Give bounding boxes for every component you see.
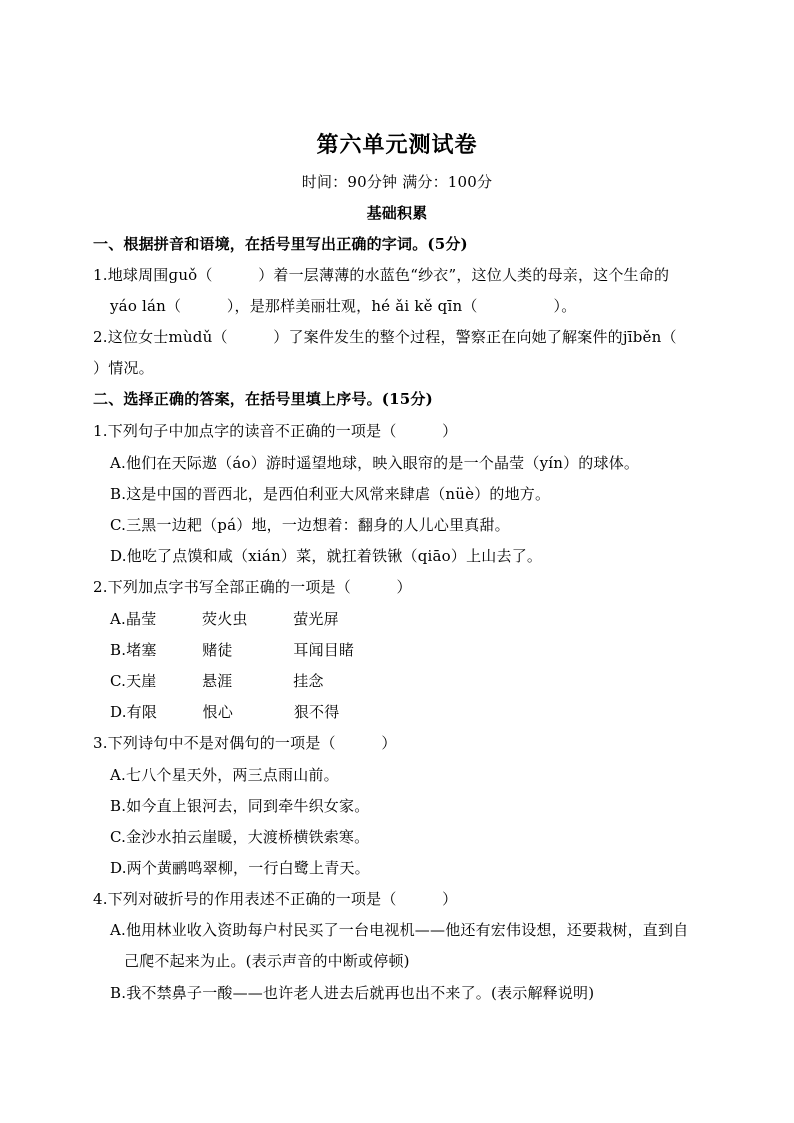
- option-2-4-b: B.我不禁鼻子一酸——也许老人进去后就再也出不来了。(表示解释说明): [110, 984, 595, 1002]
- option-2-2-b: B.堵塞 赌徒 耳闻目睹: [110, 641, 355, 659]
- option-2-2-a: A.晶莹 荧火虫 萤光屏: [110, 610, 339, 628]
- option-2-3-d: D.两个黄鹂鸣翠柳，一行白鹭上青天。: [110, 859, 370, 877]
- question-2-1: 1.下列句子中加点字的读音不正确的一项是（ ）: [93, 422, 458, 440]
- option-2-4-a-continued: 己爬不起来为止。(表示声音的中断或停顿): [124, 952, 410, 970]
- question-1-2: 2.这位女士mùdǔ（ ）了案件发生的整个过程，警察正在向她了解案件的jīběn（: [93, 328, 677, 346]
- option-2-1-b: B.这是中国的晋西北，是西伯利亚大风常来肆虐（nüè）的地方。: [110, 485, 551, 503]
- question-2-2: 2.下列加点字书写全部正确的一项是（ ）: [93, 578, 412, 596]
- question-1-1: 1.地球周围ɡuǒ（ ）着一层薄薄的水蓝色“纱衣”，这位人类的母亲，这个生命的: [93, 266, 670, 284]
- question-1-1-continued: yáo lán（ ），是那样美丽壮观，hé ǎi kě qīn（ ）。: [110, 297, 577, 315]
- question-2-4: 4.下列对破折号的作用表述不正确的一项是（ ）: [93, 890, 458, 908]
- question-2-3: 3.下列诗句中不是对偶句的一项是（ ）: [93, 734, 397, 752]
- option-2-3-a: A.七八个星天外，两三点雨山前。: [110, 766, 339, 784]
- question-1-2-continued: ）情况。: [93, 359, 154, 377]
- option-2-3-b: B.如今直上银河去，同到牵牛织女家。: [110, 797, 370, 815]
- part-heading: 基础积累: [366, 204, 428, 222]
- option-2-3-c: C.金沙水拍云崖暖，大渡桥横铁索寒。: [110, 828, 370, 846]
- option-2-1-a: A.他们在天际遨（áo）游时遥望地球，映入眼帘的是一个晶莹（yín）的球体。: [110, 454, 640, 472]
- exam-meta: 时间：90分钟 满分：100分: [301, 173, 493, 191]
- option-2-1-d: D.他吃了点馍和咸（xián）菜，就扛着铁锹（qiāo）上山去了。: [110, 547, 543, 565]
- section-heading-1: 一、根据拼音和语境，在括号里写出正确的字词。(5分): [93, 235, 468, 253]
- section-heading-2: 二、选择正确的答案，在括号里填上序号。(15分): [93, 390, 433, 408]
- option-2-4-a: A.他用林业收入资助每户村民买了一台电视机——他还有宏伟设想，还要栽树，直到自: [110, 921, 689, 939]
- option-2-2-c: C.天崖 悬涯 挂念: [110, 672, 324, 690]
- page-title: 第六单元测试卷: [316, 132, 478, 158]
- option-2-1-c: C.三黑一边耙（pá）地，一边想着：翻身的人儿心里真甜。: [110, 516, 510, 534]
- option-2-2-d: D.有限 恨心 狠不得: [110, 703, 340, 721]
